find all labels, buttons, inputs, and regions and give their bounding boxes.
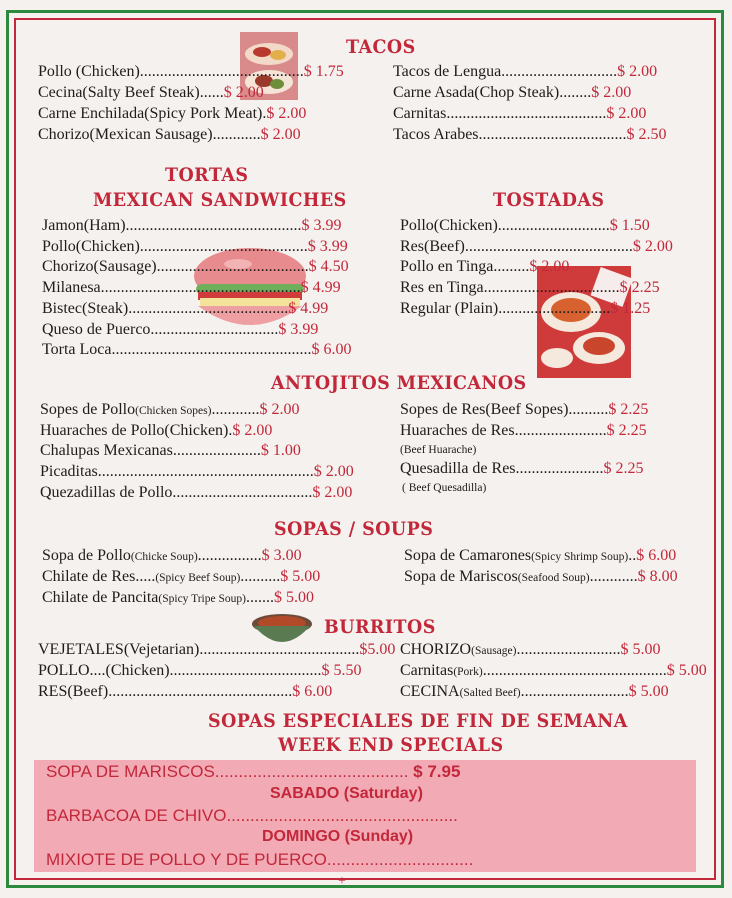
burritos-right-item-price: $ 5.00 [628, 683, 669, 700]
antojitos-right-item-name: Huaraches de Res [400, 422, 515, 439]
burritos-right-item-note: (Salted Beef) [459, 687, 521, 699]
tacos-right-item-price: $ 2.00 [606, 105, 647, 122]
antojitos-left-item: Picaditas......................................................$ 2.00 [40, 463, 354, 481]
tacos-left-item-price: $ 2.00 [266, 105, 307, 122]
sopas-left-item-note: (Chicke Soup) [130, 551, 198, 563]
antojitos-right-item: Sopes de Res(Beef Sopes)..........$ 2.25 [400, 401, 649, 418]
antojitos-heading: ANTOJITOS MEXICANOS [271, 372, 527, 394]
sopas-right-item-name: Sopa de Camarones [404, 547, 532, 564]
tortas-item-price: $ 4.99 [288, 299, 329, 317]
burritos-right-item-name: CHORIZO [400, 641, 472, 658]
antojitos-right-item-price: $ 2.25 [603, 460, 644, 477]
antojitos-right-item-name: Sopes de Res(Beef Sopes) [400, 401, 569, 418]
antojitos-left-item-price: $ 2.00 [232, 421, 273, 439]
tacos-left-item: Pollo (Chicken).........................................$ 1.75 [38, 63, 344, 80]
sopas-left-item-price: $ 3.00 [261, 547, 302, 564]
tortas-item: Jamon(Ham)............................................$ 3.99 [42, 217, 342, 234]
sopas-right-item-name: Sopa de Mariscos [404, 568, 518, 585]
tacos-right-item-price: $ 2.50 [626, 126, 667, 143]
antojitos-left-item: Sopes de Pollo(Chicken Sopes)............$ 2.00 [40, 401, 300, 418]
antojitos-note-huarache: (Beef Huarache) [400, 444, 477, 456]
antojitos-right-item-price: $ 2.25 [608, 401, 649, 418]
tostadas-heading: TOSTADAS [493, 189, 605, 211]
tostadas-item: Res(Beef)..........................................$ 2.00 [400, 237, 673, 255]
tortas-item: Bistec(Steak)........................................$ 4.99 [42, 299, 329, 317]
antojitos-right-item-name: Quesadilla de Res [400, 460, 516, 477]
tortas-heading: TORTAS [165, 164, 249, 186]
tacos-left-item-price: $ 2.00 [223, 84, 264, 101]
sopas-right-item-price: $ 6.00 [636, 547, 677, 564]
tacos-left-item: Chorizo(Mexican Sausage)............$ 2.00 [38, 126, 301, 143]
burritos-left-item: RES(Beef)..............................................$ 6.00 [38, 683, 333, 700]
tostadas-item-price: $ 1.25 [610, 299, 651, 317]
sopas-right-item-price: $ 8.00 [637, 568, 678, 585]
tortas-item-price: $ 4.99 [300, 279, 341, 297]
burritos-right-item: CHORIZO(Sausage)..........................$ 5.00 [400, 641, 661, 658]
tostadas-item-price: $ 2.00 [632, 237, 673, 255]
antojitos-left-item-price: $ 1.00 [260, 442, 301, 460]
sopas-heading: SOPAS / SOUPS [274, 518, 434, 540]
sopas-right-item: Sopa de Mariscos(Seafood Soup)............$ 8.00 [404, 568, 678, 585]
tacos-right-item-price: $ 2.00 [617, 63, 658, 80]
tortas-item-name: Bistec(Steak) [42, 299, 129, 317]
tacos-right-item-name: Tacos de Lengua [393, 63, 502, 80]
tostadas-item-price: $ 2.00 [529, 258, 570, 276]
tacos-right-item: Carnitas........................................$ 2.00 [393, 105, 647, 122]
burritos-left-item-price: $ 5.50 [321, 662, 362, 679]
tacos-right-item-name: Carne Asada(Chop Steak) [393, 84, 560, 101]
burritos-left-item: VEJETALES(Vejetarian)........................................$5.00 [38, 641, 396, 658]
sopas-left-item: Sopa de Pollo(Chicke Soup)................$ 3.00 [42, 547, 302, 564]
antojitos-left-item: Chalupas Mexicanas......................$ 1.00 [40, 442, 301, 460]
antojitos-right-item: Quesadilla de Res......................$ 2.25 [400, 460, 644, 477]
tortas-subheading: MEXICAN SANDWICHES [93, 189, 347, 211]
sopas-left-item-price: $ 5.00 [273, 589, 314, 606]
tostadas-item: Regular (Plain)............................$ 1.25 [400, 299, 651, 317]
special-mixiote: MIXIOTE DE POLLO Y DE PUERCO............................... [46, 850, 474, 869]
tacos-heading: TACOS [346, 36, 416, 58]
footer-plus-mark: + [338, 874, 346, 889]
tortas-item: Torta Loca..................................................$ 6.00 [42, 341, 352, 359]
burritos-right-item: CECINA(Salted Beef)...........................$ 5.00 [400, 683, 669, 700]
specials-subheading: WEEK END SPECIALS [278, 734, 504, 756]
tostadas-item-name: Pollo en Tinga [400, 258, 494, 276]
tortas-item: Pollo(Chicken)..........................................$ 3.99 [42, 237, 348, 255]
tortas-item-price: $ 3.99 [307, 237, 348, 255]
burritos-right-item-price: $ 5.00 [666, 662, 707, 679]
tostadas-item: Pollo(Chicken)............................$ 1.50 [400, 217, 650, 234]
tacos-right-item: Tacos de Lengua.............................$ 2.00 [393, 63, 658, 80]
special-sopa-mariscos-price: $ 7.95 [413, 762, 461, 781]
tortas-item-name: Queso de Puerco [42, 320, 151, 338]
special-sopa-mariscos-name: SOPA DE MARISCOS [46, 762, 215, 781]
tacos-left-item: Cecina(Salty Beef Steak)......$ 2.00 [38, 84, 264, 101]
antojitos-left-item: Huaraches de Pollo(Chicken).$ 2.00 [40, 421, 273, 439]
antojitos-left-item-price: $ 2.00 [313, 463, 354, 481]
tostadas-item-price: $ 1.50 [609, 217, 650, 234]
burritos-right-item: Carnitas(Pork)..............................................$ 5.00 [400, 662, 707, 679]
tacos-left-item-name: Chorizo(Mexican Sausage) [38, 126, 213, 143]
sopas-right-item-note: (Spicy Shrimp Soup) [531, 551, 629, 563]
burritos-left-item-name: RES(Beef) [38, 683, 109, 700]
tortas-item-name: Torta Loca [42, 341, 112, 359]
tostadas-item-name: Res en Tinga [400, 279, 484, 297]
tacos-left-item-name: Cecina(Salty Beef Steak) [38, 84, 200, 101]
antojitos-left-item: Quezadillas de Pollo...................................$ 2.00 [40, 483, 353, 501]
burritos-right-item-name: CECINA [400, 683, 460, 700]
sopas-left-item-note: (Spicy Beef Soup) [155, 572, 241, 584]
tortas-item-name: Jamon(Ham) [42, 217, 126, 234]
burritos-left-item-name: POLLO....(Chicken) [38, 662, 170, 679]
tortas-item: Queso de Puerco................................$ 3.99 [42, 320, 319, 338]
sopas-right-item: Sopa de Camarones(Spicy Shrimp Soup)..$ 6.00 [404, 547, 677, 564]
tacos-left-item-name: Carne Enchilada(Spicy Pork Meat) [38, 105, 263, 122]
tortas-item: Chorizo(Sausage)......................................$ 4.50 [42, 258, 349, 276]
burritos-right-item-note: (Pork) [453, 666, 483, 678]
sopas-left-item: Chilate de Pancita(Spicy Tripe Soup).......$ 5.00 [42, 589, 314, 606]
burritos-right-item-note: (Sausage) [471, 645, 517, 657]
tacos-right-item-name: Carnitas [393, 105, 447, 122]
sopas-left-item-name: Chilate de Pancita [42, 589, 159, 606]
sopas-left-item: Chilate de Res.....(Spicy Beef Soup)..........$ 5.00 [42, 568, 321, 585]
antojitos-left-item-name: Quezadillas de Pollo [40, 483, 173, 501]
burritos-right-item-name: Carnitas [400, 662, 454, 679]
special-barbacoa-name: BARBACOA DE CHIVO [46, 806, 227, 825]
tostadas-item-name: Regular (Plain) [400, 299, 499, 317]
tacos-right-item-price: $ 2.00 [591, 84, 632, 101]
special-mixiote-name: MIXIOTE DE POLLO Y DE PUERCO [46, 850, 327, 869]
antojitos-right-item-price: $ 2.25 [606, 422, 647, 439]
tortas-item-price: $ 6.00 [311, 341, 352, 359]
antojitos-left-item-name: Huaraches de Pollo(Chicken) [40, 421, 229, 439]
sopas-left-item-price: $ 5.00 [280, 568, 321, 585]
tacos-right-item: Tacos Arabes.....................................$ 2.50 [393, 126, 667, 143]
sopas-left-item-name: Sopa de Pollo [42, 547, 131, 564]
tacos-right-item-name: Tacos Arabes [393, 126, 479, 143]
burritos-left-item: POLLO....(Chicken)......................................$ 5.50 [38, 662, 362, 679]
tortas-item-name: Milanesa [42, 279, 101, 297]
tostadas-item-price: $ 2.25 [619, 279, 660, 297]
sopas-left-item-note: (Spicy Tripe Soup) [158, 593, 246, 605]
tostadas-item-name: Pollo(Chicken) [400, 217, 498, 234]
burritos-left-item-price: $ 6.00 [292, 683, 333, 700]
tortas-item-name: Chorizo(Sausage) [42, 258, 157, 276]
special-sopa-mariscos: SOPA DE MARISCOS......................................... $ 7.95 [46, 762, 461, 781]
tostadas-item-name: Res(Beef) [400, 237, 465, 255]
tortas-item: Milanesa..................................................$ 4.99 [42, 279, 341, 297]
sopas-left-item-name: Chilate de Res..... [42, 568, 156, 585]
tortas-item-price: $ 3.99 [301, 217, 342, 234]
specials-heading: SOPAS ESPECIALES DE FIN DE SEMANA [208, 710, 628, 732]
burritos-left-item-name: VEJETALES(Vejetarian) [38, 641, 200, 658]
antojitos-note-quesadilla: ( Beef Quesadilla) [402, 482, 487, 494]
tostadas-item: Res en Tinga..................................$ 2.25 [400, 279, 660, 297]
special-saturday-label: SABADO (Saturday) [270, 785, 423, 802]
antojitos-right-item: Huaraches de Res.......................$ 2.25 [400, 422, 647, 439]
tacos-left-item: Carne Enchilada(Spicy Pork Meat).$ 2.00 [38, 105, 307, 122]
burritos-right-item-price: $ 5.00 [620, 641, 661, 658]
antojitos-left-item-note: (Chicken Sopes) [135, 405, 212, 417]
burritos-left-item-price: $5.00 [359, 641, 396, 658]
antojitos-left-item-name: Picaditas [40, 463, 98, 481]
antojitos-left-item-price: $ 2.00 [259, 401, 300, 418]
tortas-item-price: $ 4.50 [308, 258, 349, 276]
tacos-left-item-name: Pollo (Chicken) [38, 63, 140, 80]
tortas-item-name: Pollo(Chicken) [42, 237, 140, 255]
special-sunday-label: DOMINGO (Sunday) [262, 828, 414, 845]
special-barbacoa: BARBACOA DE CHIVO................................................. [46, 806, 458, 825]
tostadas-item: Pollo en Tinga.........$ 2.00 [400, 258, 570, 276]
burritos-heading: BURRITOS [324, 616, 436, 638]
antojitos-left-item-price: $ 2.00 [312, 483, 353, 501]
tacos-right-item: Carne Asada(Chop Steak)........$ 2.00 [393, 84, 632, 101]
tacos-left-item-price: $ 2.00 [260, 126, 301, 143]
tacos-left-item-price: $ 1.75 [303, 63, 344, 80]
sopas-right-item-note: (Seafood Soup) [517, 572, 590, 584]
tortas-item-price: $ 3.99 [278, 320, 319, 338]
antojitos-left-item-name: Chalupas Mexicanas [40, 442, 173, 460]
antojitos-left-item-name: Sopes de Pollo [40, 401, 136, 418]
